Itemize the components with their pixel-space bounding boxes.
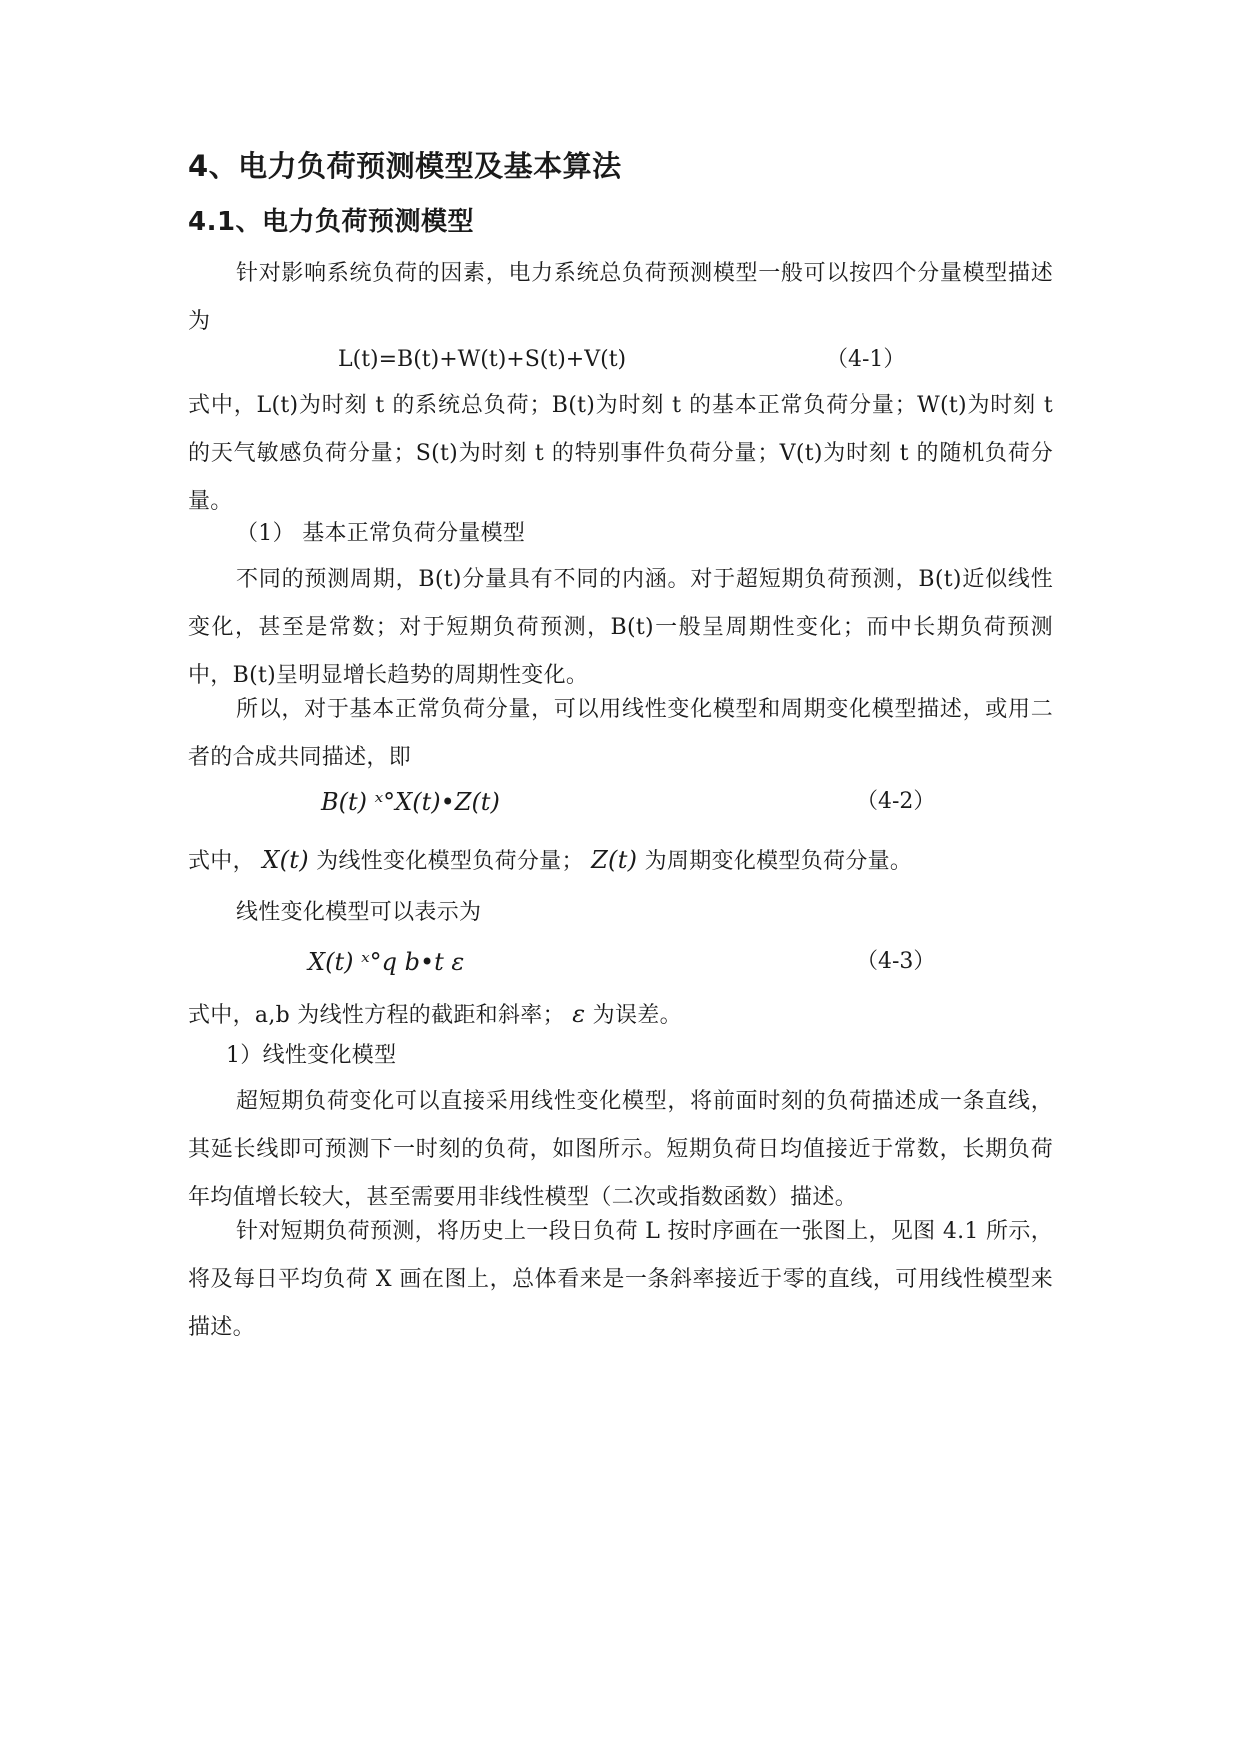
list-item-basic-load-model	[188, 510, 1053, 558]
equation-number: （4-2）	[856, 789, 936, 814]
paragraph-ultra-short-term: 超短期负荷变化可以直接采用线性变化模型，将前面时刻的负荷描述成一条直线，其延长线即可预测下一时刻的负荷，如图所示。短期负荷日均值接近于常数，长期负荷年均值增长较大，甚至需要用非线性模型（二次或指数函数）描述。	[188, 1089, 1053, 1210]
list-item-linear-model	[188, 1032, 1053, 1080]
equation-expression: B(t) ˣ°X(t)•Z(t)	[321, 788, 500, 816]
variable-z-t: Z(t)	[591, 846, 638, 874]
list-item-label: （1） 基本正常负荷分量模型	[236, 521, 526, 546]
text-suffix: 为误差。	[592, 1003, 682, 1028]
equation-expression: L(t)=B(t)+W(t)+S(t)+V(t)	[338, 347, 627, 372]
paragraph-component-definitions	[188, 836, 1053, 886]
equation-number: （4-1）	[826, 347, 906, 372]
equation-4-3	[188, 938, 1053, 986]
paragraph-forecast-period: 不同的预测周期，B(t)分量具有不同的内涵。对于超短期负荷预测，B(t)近似线性变化，甚至是常数；对于短期负荷预测，B(t)一般呈周期性变化；而中长期负荷预测中，B(t)呈明显增长趋势的周期性变化。	[188, 567, 1053, 688]
paragraph-composite-model: 所以，对于基本正常负荷分量，可以用线性变化模型和周期变化模型描述，或用二者的合成共同描述，即	[188, 697, 1053, 770]
text-prefix: 式中，	[188, 849, 255, 874]
text-prefix: 式中，a,b 为线性方程的截距和斜率；	[188, 1003, 565, 1028]
equation-number: （4-3）	[856, 949, 936, 974]
section-heading: 4.1、电力负荷预测模型	[188, 207, 475, 237]
paragraph-linear-expression: 线性变化模型可以表示为	[236, 900, 482, 925]
variable-x-t: X(t)	[262, 846, 309, 874]
paragraph-intro: 针对影响系统负荷的因素，电力系统总负荷预测模型一般可以按四个分量模型描述为	[188, 261, 1053, 334]
equation-4-1	[188, 336, 1053, 384]
paragraph-definitions: 式中，L(t)为时刻 t 的系统总负荷；B(t)为时刻 t 的基本正常负荷分量；W(t)为时刻 t 的天气敏感负荷分量；S(t)为时刻 t 的特别事件负荷分量；V(t)为时刻 t 的随机负荷分量。	[188, 393, 1053, 514]
paragraph-short-term: 针对短期负荷预测，将历史上一段日负荷 L 按时序画在一张图上，见图 4.1 所示，将及每日平均负荷 X 画在图上，总体看来是一条斜率接近于零的直线，可用线性模型来描述。	[188, 1219, 1053, 1340]
chapter-heading: 4、电力负荷预测模型及基本算法	[188, 149, 622, 183]
text-middle: 为线性变化模型负荷分量；	[316, 849, 584, 874]
equation-4-2	[188, 778, 1053, 826]
variable-epsilon: ε	[572, 1000, 586, 1028]
list-item-label: 1）线性变化模型	[226, 1043, 397, 1068]
equation-expression: X(t) ˣ°q b•t ε	[308, 948, 465, 976]
text-suffix: 为周期变化模型负荷分量。	[644, 849, 913, 874]
